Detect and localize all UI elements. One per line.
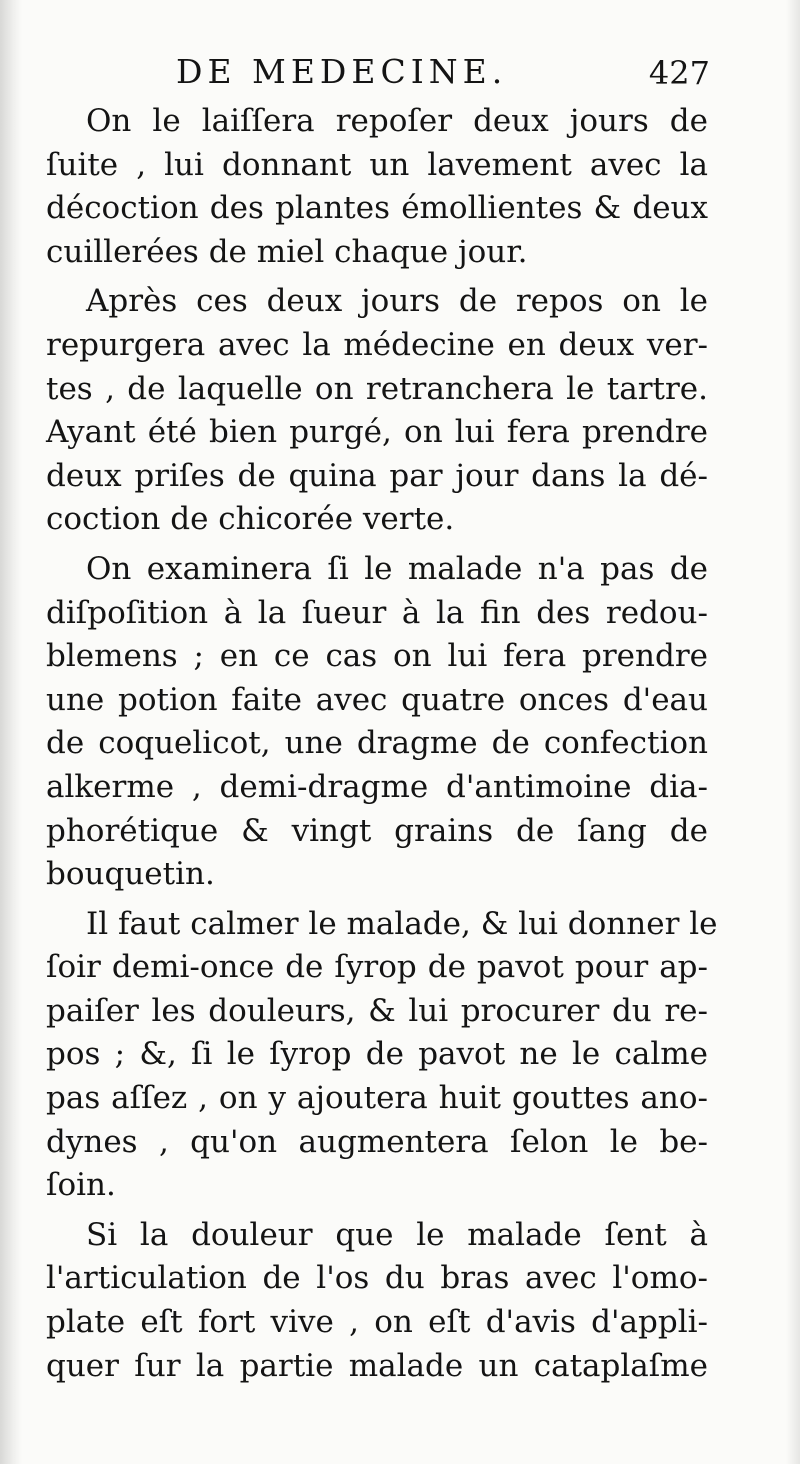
- text-line: coction de chicorée verte.: [46, 501, 455, 538]
- paragraph-2: [46, 280, 708, 542]
- text-line: ſuite , lui donnant un lavement avec la: [46, 146, 708, 183]
- text-line: Si la douleur que le malade ſent à: [86, 1216, 708, 1253]
- text-line: On le laiſſera repoſer deux jours de: [86, 103, 708, 139]
- paragraph-5: [46, 1214, 708, 1388]
- text-line: blemens ; en ce cas on lui fera prendre: [46, 638, 708, 675]
- running-head: DE MEDECINE.: [176, 52, 508, 91]
- page-header: [176, 52, 716, 100]
- text-line: pas aſſez , on y ajoutera huit gouttes ano-: [46, 1080, 708, 1117]
- text-line: l'articulation de l'os du bras avec l'omo-: [46, 1260, 708, 1297]
- paragraph-4: [46, 903, 718, 1208]
- text-line: plate eſt fort vive , on eſt d'avis d'appli-: [46, 1304, 708, 1341]
- text-line: pos ; &, ſi le ſyrop de pavot ne le calme: [46, 1036, 708, 1073]
- text-line: une potion faite avec quatre onces d'eau: [46, 681, 708, 718]
- text-line: deux priſes de quina par jour dans la dé-: [46, 457, 708, 494]
- page-number: 427: [648, 54, 710, 92]
- text-line: ſoir demi-once de ſyrop de pavot pour ap-: [46, 949, 708, 986]
- text-line: On examinera ſi le malade n'a pas de: [86, 550, 708, 587]
- text-line: Après ces deux jours de repos on le: [86, 283, 708, 320]
- text-line: cuillerées de miel chaque jour.: [46, 233, 528, 270]
- text-line: Il faut calmer le malade, & lui donner le: [86, 905, 718, 942]
- page-edge-shadow: [786, 0, 800, 1464]
- text-line: alkerme , demi-dragme d'antimoine dia-: [46, 768, 708, 805]
- text-line: phorétique & vingt grains de ſang de: [46, 812, 708, 849]
- text-line: diſpoſition à la ſueur à la fin des redou-: [46, 594, 708, 631]
- text-line: tes , de laquelle on retranchera le tartre.: [46, 370, 708, 407]
- paragraph-3: [46, 548, 708, 897]
- text-line: paiſer les douleurs, & lui procurer du re-: [46, 992, 708, 1029]
- text-line: bouquetin.: [46, 856, 215, 893]
- text-line: Ayant été bien purgé, on lui fera prendre: [46, 414, 708, 451]
- text-line: dynes , qu'on augmentera ſelon le be-: [46, 1123, 708, 1160]
- body-text: [46, 100, 718, 1388]
- paragraph-1: [46, 100, 708, 274]
- text-line: ſoin.: [46, 1167, 116, 1204]
- text-line: repurgera avec la médecine en deux ver-: [46, 326, 708, 363]
- text-line: quer ſur la partie malade un cataplaſme: [46, 1347, 708, 1384]
- text-line: décoction des plantes émollientes & deux: [46, 190, 708, 227]
- page-gutter-shadow: [0, 0, 22, 1464]
- text-line: de coquelicot, une dragme de confection: [46, 725, 708, 762]
